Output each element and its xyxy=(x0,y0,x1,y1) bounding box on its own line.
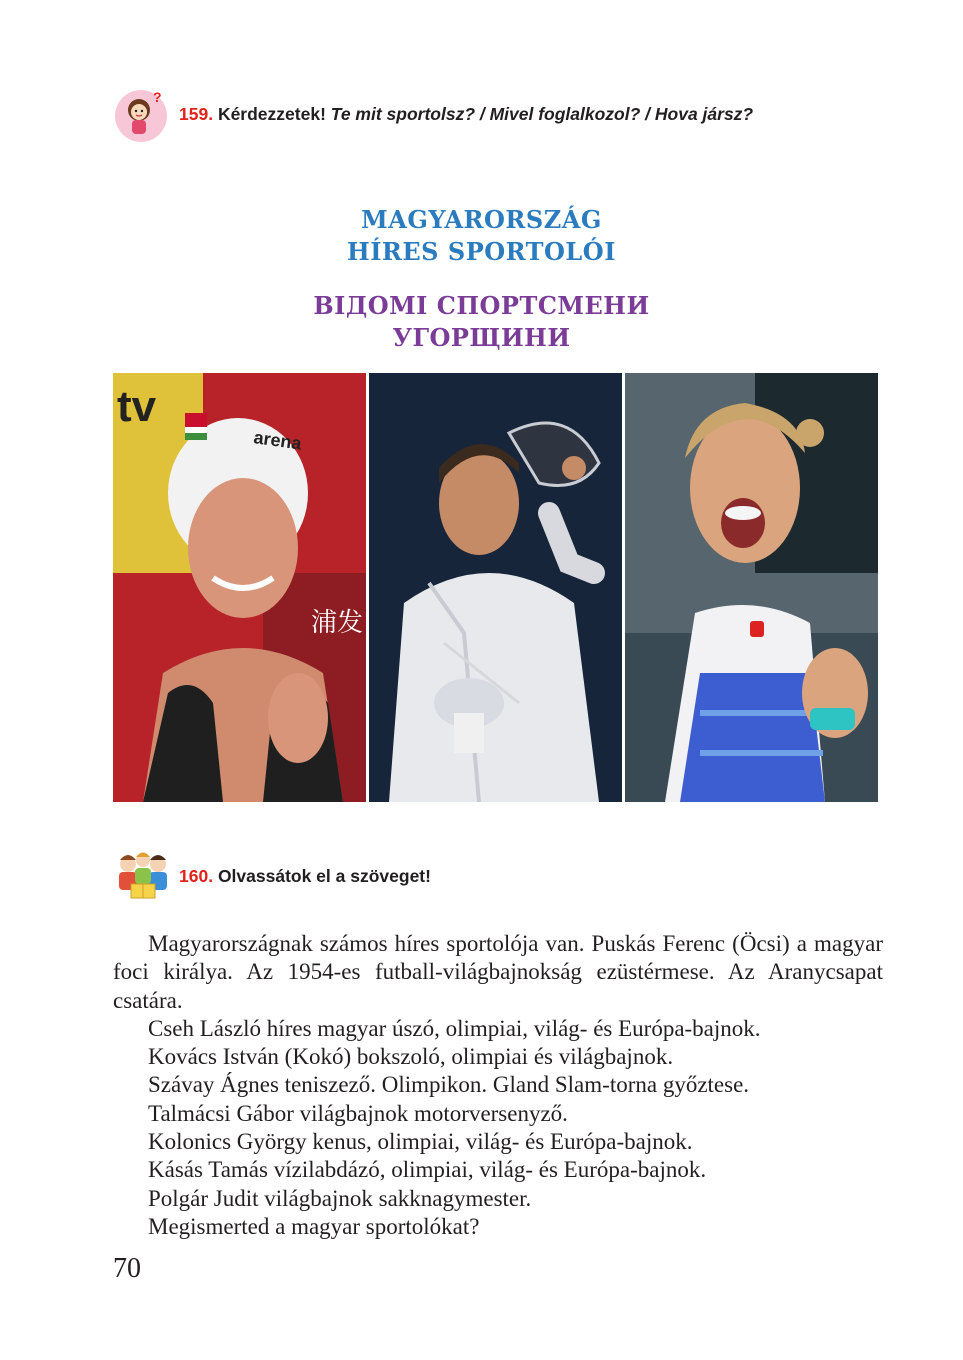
text-line: Kolonics György kenus, olimpiai, világ- és Európa-bajnok. xyxy=(148,1129,693,1155)
photo-fencer xyxy=(369,373,622,802)
title-hu-line2: HÍRES SPORTOLÓI xyxy=(347,237,616,266)
svg-text:?: ? xyxy=(153,89,162,105)
athlete-photos xyxy=(113,373,878,802)
text-line: Kásás Tamás vízilabdázó, olimpiai, világ- és Európa-bajnok. xyxy=(148,1157,707,1183)
title-ukrainian xyxy=(0,290,963,354)
text-line: Talmácsi Gábor világbajnok motorversenyző. xyxy=(148,1100,568,1126)
task-number: 159. xyxy=(179,103,214,124)
task-159 xyxy=(113,84,753,144)
reading-text xyxy=(113,930,883,1241)
title-hu-line1: MAGYARORSZÁG xyxy=(361,205,602,234)
girl-question-icon xyxy=(113,84,173,144)
task-questions: Te mit sportolsz? / Mivel foglalkozol? / Hova jársz? xyxy=(330,103,754,124)
text-line: Polgár Judit világbajnok sakknagymester. xyxy=(148,1185,532,1211)
text-line: Megismerted a magyar sportolókat? xyxy=(148,1213,480,1239)
children-reading-icon xyxy=(113,846,173,906)
cap-text: arena xyxy=(252,427,303,454)
photo-swimmer xyxy=(113,373,366,802)
text-line: Cseh László híres magyar úszó, olimpiai, világ- és Európa-bajnok. xyxy=(148,1015,761,1041)
sign-text: 浦发 xyxy=(311,608,364,638)
title-hungarian xyxy=(0,204,963,268)
paragraph-puskas: Magyarországnak számos híres sportolója van. Puskás Ferenc (Öcsi) a magyar foci királya. Az 1954-es futball-világbajnokság ezüstérmese. Az Aranycsapat csatára. xyxy=(113,931,883,1013)
page-number: 70 xyxy=(113,1253,141,1284)
text-line: Szávay Ágnes teniszező. Olimpikon. Gland Slam-torna győztese. xyxy=(148,1072,750,1098)
task-160-line xyxy=(179,866,431,887)
task-instruction: Kérdezzetek! xyxy=(217,103,326,124)
text-line: Kovács István (Kokó) bokszoló, olimpiai és világbajnok. xyxy=(148,1044,674,1070)
title-uk-line2: УГОРЩИНИ xyxy=(392,323,571,352)
task-160 xyxy=(113,846,431,906)
tv-logo-text: tv xyxy=(117,382,157,431)
task-number: 160. xyxy=(179,865,214,886)
title-uk-line1: ВІДОМІ СПОРТСМЕНИ xyxy=(313,291,650,320)
task-159-line xyxy=(179,104,753,125)
task-instruction: Olvassátok el a szöveget! xyxy=(217,865,431,886)
photo-tennis-player xyxy=(625,373,878,802)
